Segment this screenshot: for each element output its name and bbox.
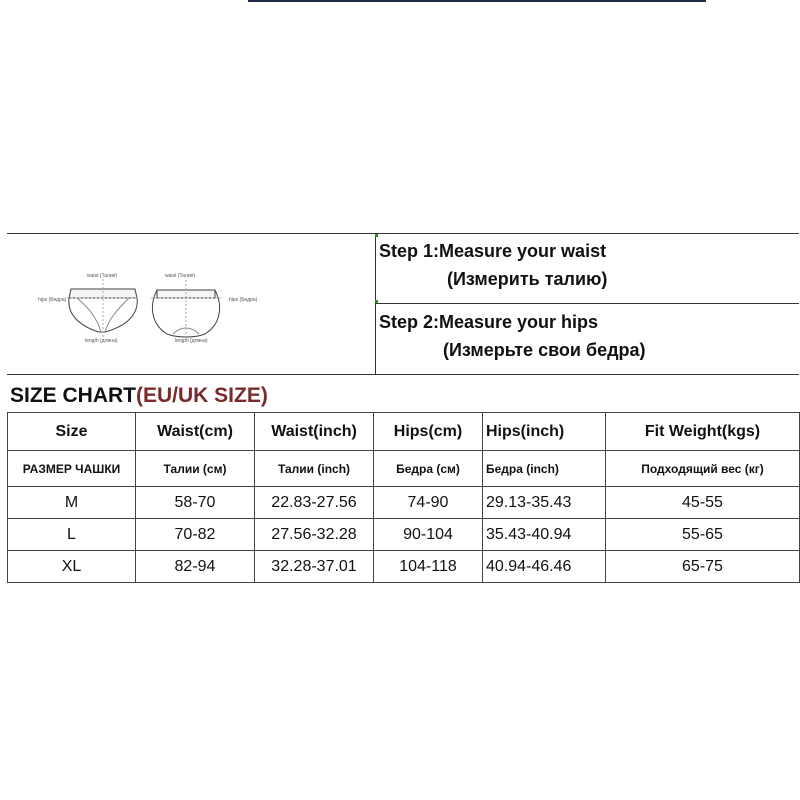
cell-waist-inch: 22.83-27.56: [255, 487, 374, 519]
cell-size: XL: [8, 551, 136, 583]
cell-waist-cm: 58-70: [136, 487, 255, 519]
right-length-label: length (длина): [175, 338, 208, 344]
header-size: Size: [8, 413, 136, 451]
cell-size: L: [8, 519, 136, 551]
cell-fit-weight: 45-55: [606, 487, 800, 519]
underwear-diagram: [7, 234, 375, 374]
brief-right-drawing: [151, 280, 221, 340]
table-row: [8, 519, 800, 551]
cell-size: M: [8, 487, 136, 519]
header-fit-weight-ru: Подходящий вес (кг): [606, 451, 800, 487]
cell-marker: [375, 300, 378, 303]
measurement-guide: [7, 233, 799, 375]
header-waist-inch: Waist(inch): [255, 413, 374, 451]
header-hips-inch-ru: Бедра (inch): [483, 451, 606, 487]
left-length-label: length (длина): [85, 338, 118, 344]
size-chart-table: [7, 412, 800, 583]
step-1-text: Step 1:Measure your waist: [379, 241, 607, 261]
header-hips-cm: Hips(cm): [374, 413, 483, 451]
cell-waist-cm: 82-94: [136, 551, 255, 583]
cell-hips-cm: 74-90: [374, 487, 483, 519]
header-waist-cm: Waist(cm): [136, 413, 255, 451]
cell-fit-weight: 55-65: [606, 519, 800, 551]
horizontal-divider: [375, 303, 799, 304]
step-2-text: Step 2:Measure your hips: [379, 312, 599, 332]
header-row: [8, 413, 800, 451]
header-row-ru: [8, 451, 800, 487]
size-chart-title-prefix: SIZE CHART: [10, 384, 136, 407]
step-1-translation: (Измерить талию): [447, 269, 608, 289]
header-size-ru: РАЗМЕР ЧАШКИ: [8, 451, 136, 487]
header-waist-inch-ru: Талии (inch): [255, 451, 374, 487]
cell-waist-inch: 32.28-37.01: [255, 551, 374, 583]
right-hips-label: hips (Бедра): [229, 297, 258, 303]
table-row: [8, 551, 800, 583]
cell-hips-inch: 29.13-35.43: [483, 487, 606, 519]
left-waist-label: waist (Талия): [87, 273, 118, 279]
size-chart-title: [10, 384, 268, 408]
left-hips-label: hips (Бедра): [38, 297, 67, 303]
cell-waist-cm: 70-82: [136, 519, 255, 551]
cell-marker: [375, 234, 378, 237]
header-waist-cm-ru: Талии (см): [136, 451, 255, 487]
cell-hips-cm: 104-118: [374, 551, 483, 583]
header-hips-inch: Hips(inch): [483, 413, 606, 451]
cell-hips-inch: 35.43-40.94: [483, 519, 606, 551]
cell-fit-weight: 65-75: [606, 551, 800, 583]
brief-left-drawing: [67, 279, 139, 340]
cell-waist-inch: 27.56-32.28: [255, 519, 374, 551]
table-row: [8, 487, 800, 519]
step-2-translation: (Измерьте свои бедра): [443, 340, 646, 360]
vertical-divider: [375, 234, 376, 374]
header-fit-weight: Fit Weight(kgs): [606, 413, 800, 451]
right-waist-label: waist (Талия): [165, 273, 196, 279]
cell-hips-inch: 40.94-46.46: [483, 551, 606, 583]
top-edge-line: [248, 0, 706, 2]
cell-hips-cm: 90-104: [374, 519, 483, 551]
underwear-illustration: [7, 234, 375, 374]
size-chart-title-region: (EU/UK SIZE): [136, 384, 268, 407]
header-hips-cm-ru: Бедра (см): [374, 451, 483, 487]
